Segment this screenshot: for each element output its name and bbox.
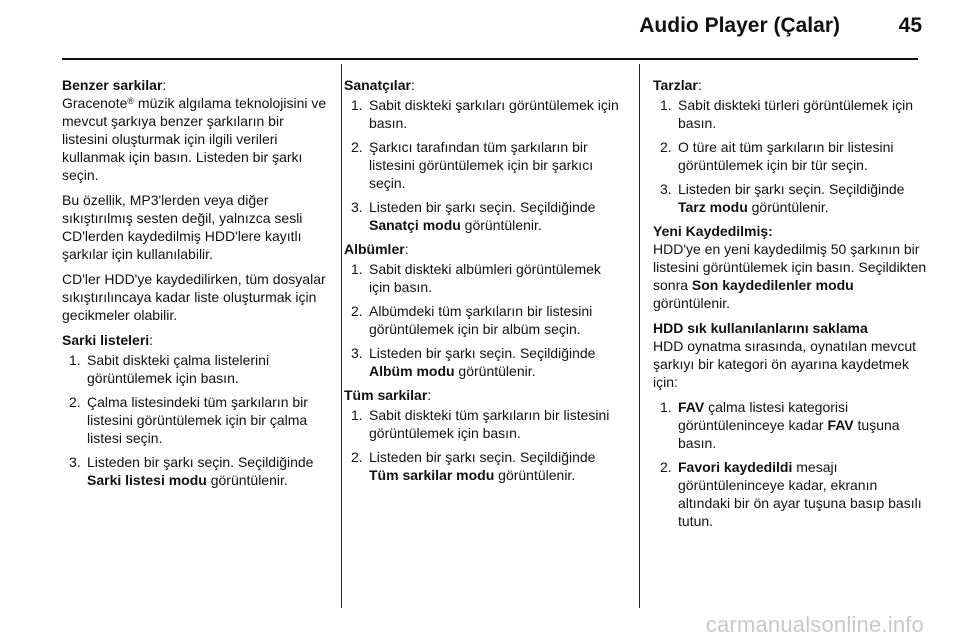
header-rule [62, 58, 918, 60]
list-item-text: görüntülenir. [460, 217, 542, 233]
registered-mark: ® [127, 96, 135, 106]
list-item [653, 96, 928, 132]
list-number: 2. [351, 303, 363, 319]
list-item-text: Şarkıcı tarafından tüm şarkıların bir listesini görüntülemek için bir şarkıcı seçin. [369, 139, 594, 191]
list-item-text: görüntülenir. [747, 199, 829, 215]
sanatci-list [344, 96, 622, 234]
tarz-list [653, 96, 928, 216]
list-number: 1. [69, 352, 81, 368]
mode-name: Sarki listesi modu [87, 472, 207, 488]
list-item [653, 138, 928, 174]
mode-name: Albüm modu [369, 363, 455, 379]
benzer-heading-line [62, 76, 330, 94]
list-item [344, 302, 622, 338]
list-item [344, 406, 622, 442]
sarki-heading-line [62, 331, 330, 349]
list-item-text: Sabit diskteki albümleri görüntülemek için basın. [369, 261, 601, 295]
list-number: 2. [69, 394, 81, 410]
list-number: 2. [351, 449, 363, 465]
list-item-text: Çalma listesindeki tüm şarkıların bir listesini görüntülemek için bir çalma listesi seçin. [87, 394, 308, 446]
list-item [62, 393, 330, 447]
list-item-text: Sabit diskteki şarkıları görüntülemek için basın. [369, 97, 619, 131]
list-item-text: görüntülenir. [454, 363, 536, 379]
yeni-paragraph [653, 240, 928, 312]
column-3 [653, 76, 928, 536]
benzer-paragraph-1-text: müzik algılama teknolojisini ve mevcut şarkıya benzer şarkıların bir listesini oluşturmak için ilgili verileri kullanmak için basın. Listeden bir şarkı seçin. [62, 95, 327, 183]
list-number: 1. [351, 407, 363, 423]
message-name: Favori kaydedildi [678, 459, 793, 475]
list-item [653, 458, 928, 530]
benzer-paragraph-1 [62, 94, 330, 184]
sanatci-heading-line [344, 76, 622, 94]
benzer-paragraph-3: CD'ler HDD'ye kaydedilirken, tüm dosyalar sıkıştırılıncaya kadar liste oluşturmak için gecikmeler olabilir. [62, 271, 326, 323]
hdd-paragraph: HDD oynatma sırasında, oynatılan mevcut şarkıyı bir kategori ön ayarına kaydetmek için: [653, 338, 917, 390]
benzer-heading: Benzer sarkilar [62, 77, 163, 93]
heading-colon: : [410, 77, 415, 93]
list-number: 1. [351, 97, 363, 113]
list-number: 3. [351, 199, 363, 215]
list-item [653, 398, 928, 452]
yeni-text: görüntülenir. [653, 295, 731, 311]
list-item-text: Listeden bir şarkı seçin. Seçildiğinde [369, 345, 596, 361]
mode-name: Tarz modu [678, 199, 748, 215]
column-2 [344, 76, 622, 490]
hdd-heading: HDD sık kullanılanlarını saklama [653, 320, 868, 336]
album-heading-line [344, 240, 622, 258]
album-list [344, 260, 622, 380]
list-item-text: görüntülenir. [206, 472, 288, 488]
list-number: 3. [351, 345, 363, 361]
list-number: 1. [660, 97, 672, 113]
list-item [344, 198, 622, 234]
list-item-text: çalma listesi kategorisi görüntüleninceye kadar [678, 399, 849, 433]
tarz-heading-line [653, 76, 928, 94]
sarki-heading: Sarki listeleri [62, 332, 150, 348]
page-header-title: Audio Player (Çalar) [639, 14, 840, 37]
list-number: 2. [660, 459, 672, 475]
yeni-text: HDD'ye en yeni kaydedilmiş 50 şarkının bir listesini görüntülemek için basın. Seçildikten sonra [653, 241, 927, 293]
tum-heading: Tüm sarkilar [344, 387, 428, 403]
heading-colon: : [697, 77, 702, 93]
tum-heading-line [344, 386, 622, 404]
fav-key: FAV [827, 417, 854, 433]
list-number: 2. [351, 139, 363, 155]
mode-name: Son kaydedilenler modu [691, 277, 854, 293]
list-item-text: Listeden bir şarkı seçin. Seçildiğinde [87, 454, 314, 470]
heading-colon: : [427, 387, 432, 403]
hdd-list [653, 398, 928, 530]
list-item-text: Sabit diskteki türleri görüntülemek için basın. [678, 97, 913, 131]
list-number: 2. [660, 139, 672, 155]
list-item [344, 260, 622, 296]
list-item [344, 344, 622, 380]
tum-list [344, 406, 622, 484]
sanatci-heading: Sanatçılar [344, 77, 411, 93]
list-number: 1. [351, 261, 363, 277]
yeni-heading: Yeni Kaydedilmiş: [653, 223, 773, 239]
mode-name: Tüm sarkilar modu [369, 467, 495, 483]
heading-colon: : [149, 332, 154, 348]
list-item [62, 351, 330, 387]
sarki-list [62, 351, 330, 489]
list-item-text: O türe ait tüm şarkıların bir listesini görüntülemek için bir tür seçin. [678, 139, 894, 173]
list-item-text: Sabit diskteki tüm şarkıların bir listesini görüntülemek için basın. [369, 407, 610, 441]
list-item [344, 96, 622, 132]
page-number: 45 [898, 14, 922, 37]
list-item [62, 453, 330, 489]
list-item-text: Sabit diskteki çalma listelerini görüntülemek için basın. [87, 352, 270, 386]
benzer-paragraph-2: Bu özellik, MP3'lerden veya diğer sıkıştırılmış sesten değil, yalnızca sesli CD'lerden kaydedilmiş HDD'lere kayıtlı şarkılar için kullanılabilir. [62, 192, 303, 262]
column-divider-left [341, 64, 342, 608]
mode-name: Sanatçi modu [369, 217, 461, 233]
list-item-text: Listeden bir şarkı seçin. Seçildiğinde [369, 449, 596, 465]
list-item [344, 138, 622, 192]
list-number: 3. [660, 181, 672, 197]
list-number: 3. [69, 454, 81, 470]
heading-colon: : [404, 241, 409, 257]
list-item-text: görüntülenir. [494, 467, 576, 483]
list-number: 1. [660, 399, 672, 415]
list-item [653, 180, 928, 216]
watermark-text: carmanualsonline.info [705, 612, 924, 637]
list-item-text: Listeden bir şarkı seçin. Seçildiğinde [369, 199, 596, 215]
tarz-heading: Tarzlar [653, 77, 698, 93]
column-1 [62, 76, 330, 495]
fav-key: FAV [678, 399, 705, 415]
gracenote-brand: Gracenote [62, 95, 128, 111]
album-heading: Albümler [344, 241, 405, 257]
list-item [344, 448, 622, 484]
heading-colon: : [162, 77, 167, 93]
list-item-text: Albümdeki tüm şarkıların bir listesini görüntülemek için bir albüm seçin. [369, 303, 593, 337]
column-divider-right [639, 64, 640, 608]
list-item-text: mesajı görüntüleninceye kadar, ekranın altındaki bir ön ayar tuşuna basıp basılı tutun. [678, 459, 922, 529]
list-item-text: tuşuna basın. [678, 417, 900, 451]
list-item-text: Listeden bir şarkı seçin. Seçildiğinde [678, 181, 905, 197]
